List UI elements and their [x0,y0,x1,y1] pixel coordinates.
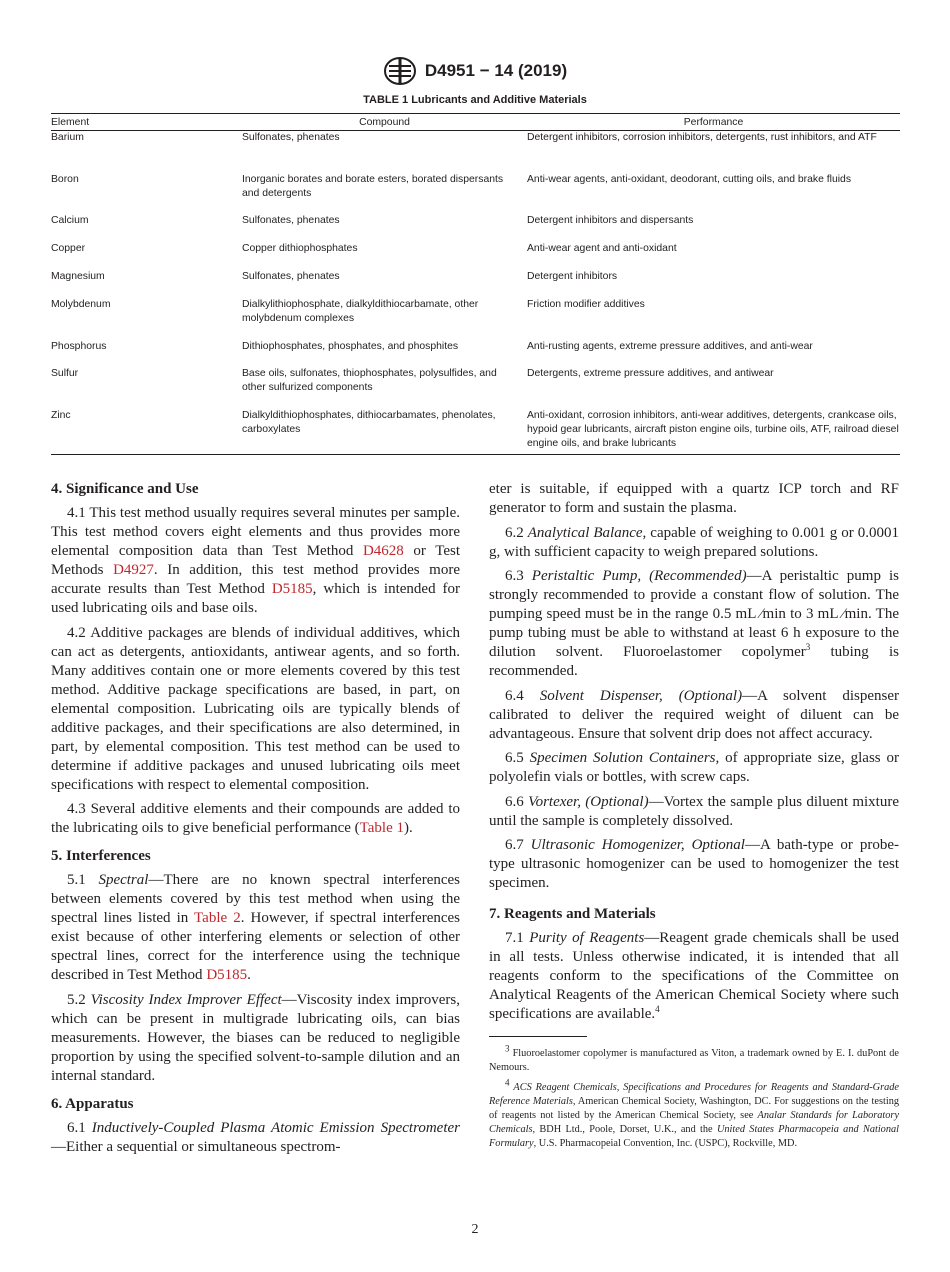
cell-compound: Sulfonates, phenates [242,270,340,282]
paragraph-4-2: 4.2 Additive packages are blends of individual additives, which can act as detergents, antioxidants, antiwear agents, and so forth. Many additives contain one or more elements covered by this test method. Additive package specifications are based, in part, on elemental composition. Lubricating oils are typically blends of additive packages, and their specifications are also determined, in part, by elemental composition. This test method can be used to determine if additive packages and unused lubricating oils meet specifications with respect to elemental composition. [51,624,460,793]
table-row [51,242,900,270]
cell-compound: Copper dithiophosphates [242,242,358,254]
cell-element: Calcium [51,214,89,226]
section-heading-6: 6. Apparatus [51,1095,134,1112]
ref-d5185-link[interactable]: D5185 [206,967,248,983]
right-column [489,480,899,1156]
cell-element: Molybdenum [51,298,111,310]
cell-element: Phosphorus [51,340,107,352]
paragraph-6-1-continued: eter is suitable, if equipped with a quartz ICP torch and RF generator to form and sustain the plasma. [489,481,899,516]
ref-d4927-link[interactable]: D4927 [113,562,154,578]
table-row [51,214,900,242]
cell-compound: Dialkyldithiophosphates, dithiocarbamates, phenolates, carboxylates [242,409,496,435]
table-row [51,340,900,367]
paragraph-7-1: 7.1 Purity of Reagents—Reagent grade chemicals shall be used in all tests. Unless otherwise indicated, it is intended that all reagents conform to the specifications of the Committee on Analytical Reagents of the American Chemical Society where such specifications are available.$^4$ [489,930,899,1022]
column-header-compound: Compound [359,117,410,128]
page-number: 2 [471,1222,479,1237]
footnote-3: $^3$ Fluoroelastomer copolymer is manufactured as Viton, a trademark owned by E. I. duPont de Nemours. [489,1043,899,1073]
paragraph-4-3: 4.3 Several additive elements and their compounds are added to the lubricating oils to give beneficial performance (Table 1). [51,801,460,836]
table-row [51,409,900,455]
table-row [51,298,900,340]
cell-compound: Sulfonates, phenates [242,132,340,143]
ref-table-2-link[interactable]: Table 2 [194,910,241,926]
section-heading-5: 5. Interferences [51,848,151,864]
cell-element: Zinc [51,409,71,421]
table-row [51,131,900,173]
column-header-element: Element [51,117,90,128]
cell-element: Boron [51,173,79,185]
astm-logo [383,56,417,86]
paragraph-6-4: 6.4 Solvent Dispenser, (Optional)—A solvent dispenser calibrated to deliver the required weight of diluent can be advantageous. Ensure that solvent drip does not affect accuracy. [489,687,900,742]
table-row [51,173,900,214]
cell-performance: Detergents, extreme pressure additives, and antiwear [527,367,774,379]
footnote-4: $^4$ ACS Reagent Chemicals, Specifications and Procedures for Reagents and Standard-Grade Reference Materials, American Chemical Society, Washington, DC. For suggestions on the testing of reagents not listed by the American Chemical Society, see Analar Standards for Laboratory Chemicals, BDH Ltd., Poole, Dorset, U.K., and the United States Pharmacopeia and National Formulary, U.S. Pharmacopeial Convention, Inc. (USPC), Rockville, MD. [489,1077,900,1149]
cell-performance: Anti-wear agents, anti-oxidant, deodorant, cutting oils, and brake fluids [527,173,852,185]
table-header-row [51,114,900,131]
ref-table-1-link[interactable]: Table 1 [359,820,404,836]
table-row [51,367,900,409]
footnote-divider [489,1036,587,1037]
paragraph-6-3: 6.3 Peristaltic Pump, (Recommended)—A peristaltic pump is strongly recommended to provide a constant flow of solution. The pumping speed must be in the range 0.5 mL ⁄min to 3 mL ⁄min. The pump tubing must be able to withstand at least 6 h exposure to the dilution solvent. Fluoroelastomer copolymer$^3$ tubing is recommended. [489,568,899,679]
section-heading-7: 7. Reagents and Materials [489,906,656,922]
document-title: D4951 − 14 (2019) [424,61,568,80]
paragraph-4-1: 4.1 This test method usually requires several minutes per sample. This test method covers eight elements and thus provides more elemental composition data than Test Method D4628 or Test Methods D4927. In addition, this test method provides more accurate results than Test Method D5185, which is intended for used lubricating oils and base oils. [51,505,461,616]
paragraph-6-6: 6.6 Vortexer, (Optional)—Vortex the sample plus diluent mixture until the sample is completely dissolved. [489,793,900,829]
additives-table [51,113,900,455]
cell-performance: Friction modifier additives [527,298,645,310]
paragraph-6-7: 6.7 Ultrasonic Homogenizer, Optional—A bath-type or probe-type ultrasonic homogenizer can be used to homogenizer the test specimen. [489,837,899,891]
cell-performance: Detergent inhibitors, corrosion inhibitors, detergents, rust inhibitors, and ATF [527,132,877,143]
cell-element: Magnesium [51,270,105,282]
cell-compound: Dialkylithiophosphate, dialkyldithiocarbamate, other molybdenum complexes [242,298,479,324]
paragraph-6-5: 6.5 Specimen Solution Containers, of appropriate size, glass or polyolefin vials or bottles, with screw caps. [489,750,900,785]
ref-d5185-link[interactable]: D5185 [271,581,313,597]
page-header [0,56,950,86]
cell-compound: Inorganic borates and borate esters, borated dispersants and detergents [242,173,504,199]
cell-element: Sulfur [51,367,79,379]
table-row [51,270,900,298]
footnote-ref-3: 3 [805,642,811,652]
cell-compound: Sulfonates, phenates [242,214,340,226]
cell-compound: Dithiophosphates, phosphates, and phosphites [242,340,459,352]
ref-d4628-link[interactable]: D4628 [362,543,404,559]
cell-performance: Anti-oxidant, corrosion inhibitors, anti-wear additives, detergents, crankcase oils, hypoid gear lubricants, aircraft piston engine oils, turbine oils, ATF, railroad diesel engine oils, and brake lubricants [527,409,899,449]
cell-performance: Anti-wear agent and anti-oxidant [527,242,677,254]
paragraph-5-2: 5.2 Viscosity Index Improver Effect—Viscosity index improvers, which can be present in multigrade lubricating oils, can bias measurements. However, the biases can be reduced to negligible proportion by using the specified solvent-to-sample dilution and an internal standard. [51,991,460,1084]
section-heading-4: 4. Significance and Use [51,481,199,497]
cell-element: Barium [51,132,84,143]
paragraph-5-1: 5.1 Spectral—There are no known spectral interferences between elements covered by this test method when using the spectral lines listed in Table 2. However, if spectral interferences exist because of other interfering elements or selection of other spectral lines, correct for the interference using the technique described in Test Method D5185. [51,872,461,983]
cell-compound: Base oils, sulfonates, thiophosphates, polysulfides, and other sulfurized components [242,367,497,393]
paragraph-6-1: 6.1 Inductively-Coupled Plasma Atomic Emission Spectrometer—Either a sequential or simultaneous spectrom- [51,1119,460,1155]
paragraph-6-2: 6.2 Analytical Balance, capable of weighing to 0.001 g or 0.0001 g, with sufficient capacity to weigh prepared solutions. [489,524,900,560]
cell-performance: Detergent inhibitors and dispersants [527,214,694,226]
table-caption: TABLE 1 Lubricants and Additive Materials [363,94,587,106]
footnote-ref-4: 4 [655,1004,660,1014]
cell-element: Copper [51,242,86,254]
column-header-performance: Performance [683,117,744,128]
left-column [51,480,460,1162]
cell-performance: Anti-rusting agents, extreme pressure additives, and anti-wear [527,340,813,352]
cell-performance: Detergent inhibitors [527,270,618,282]
